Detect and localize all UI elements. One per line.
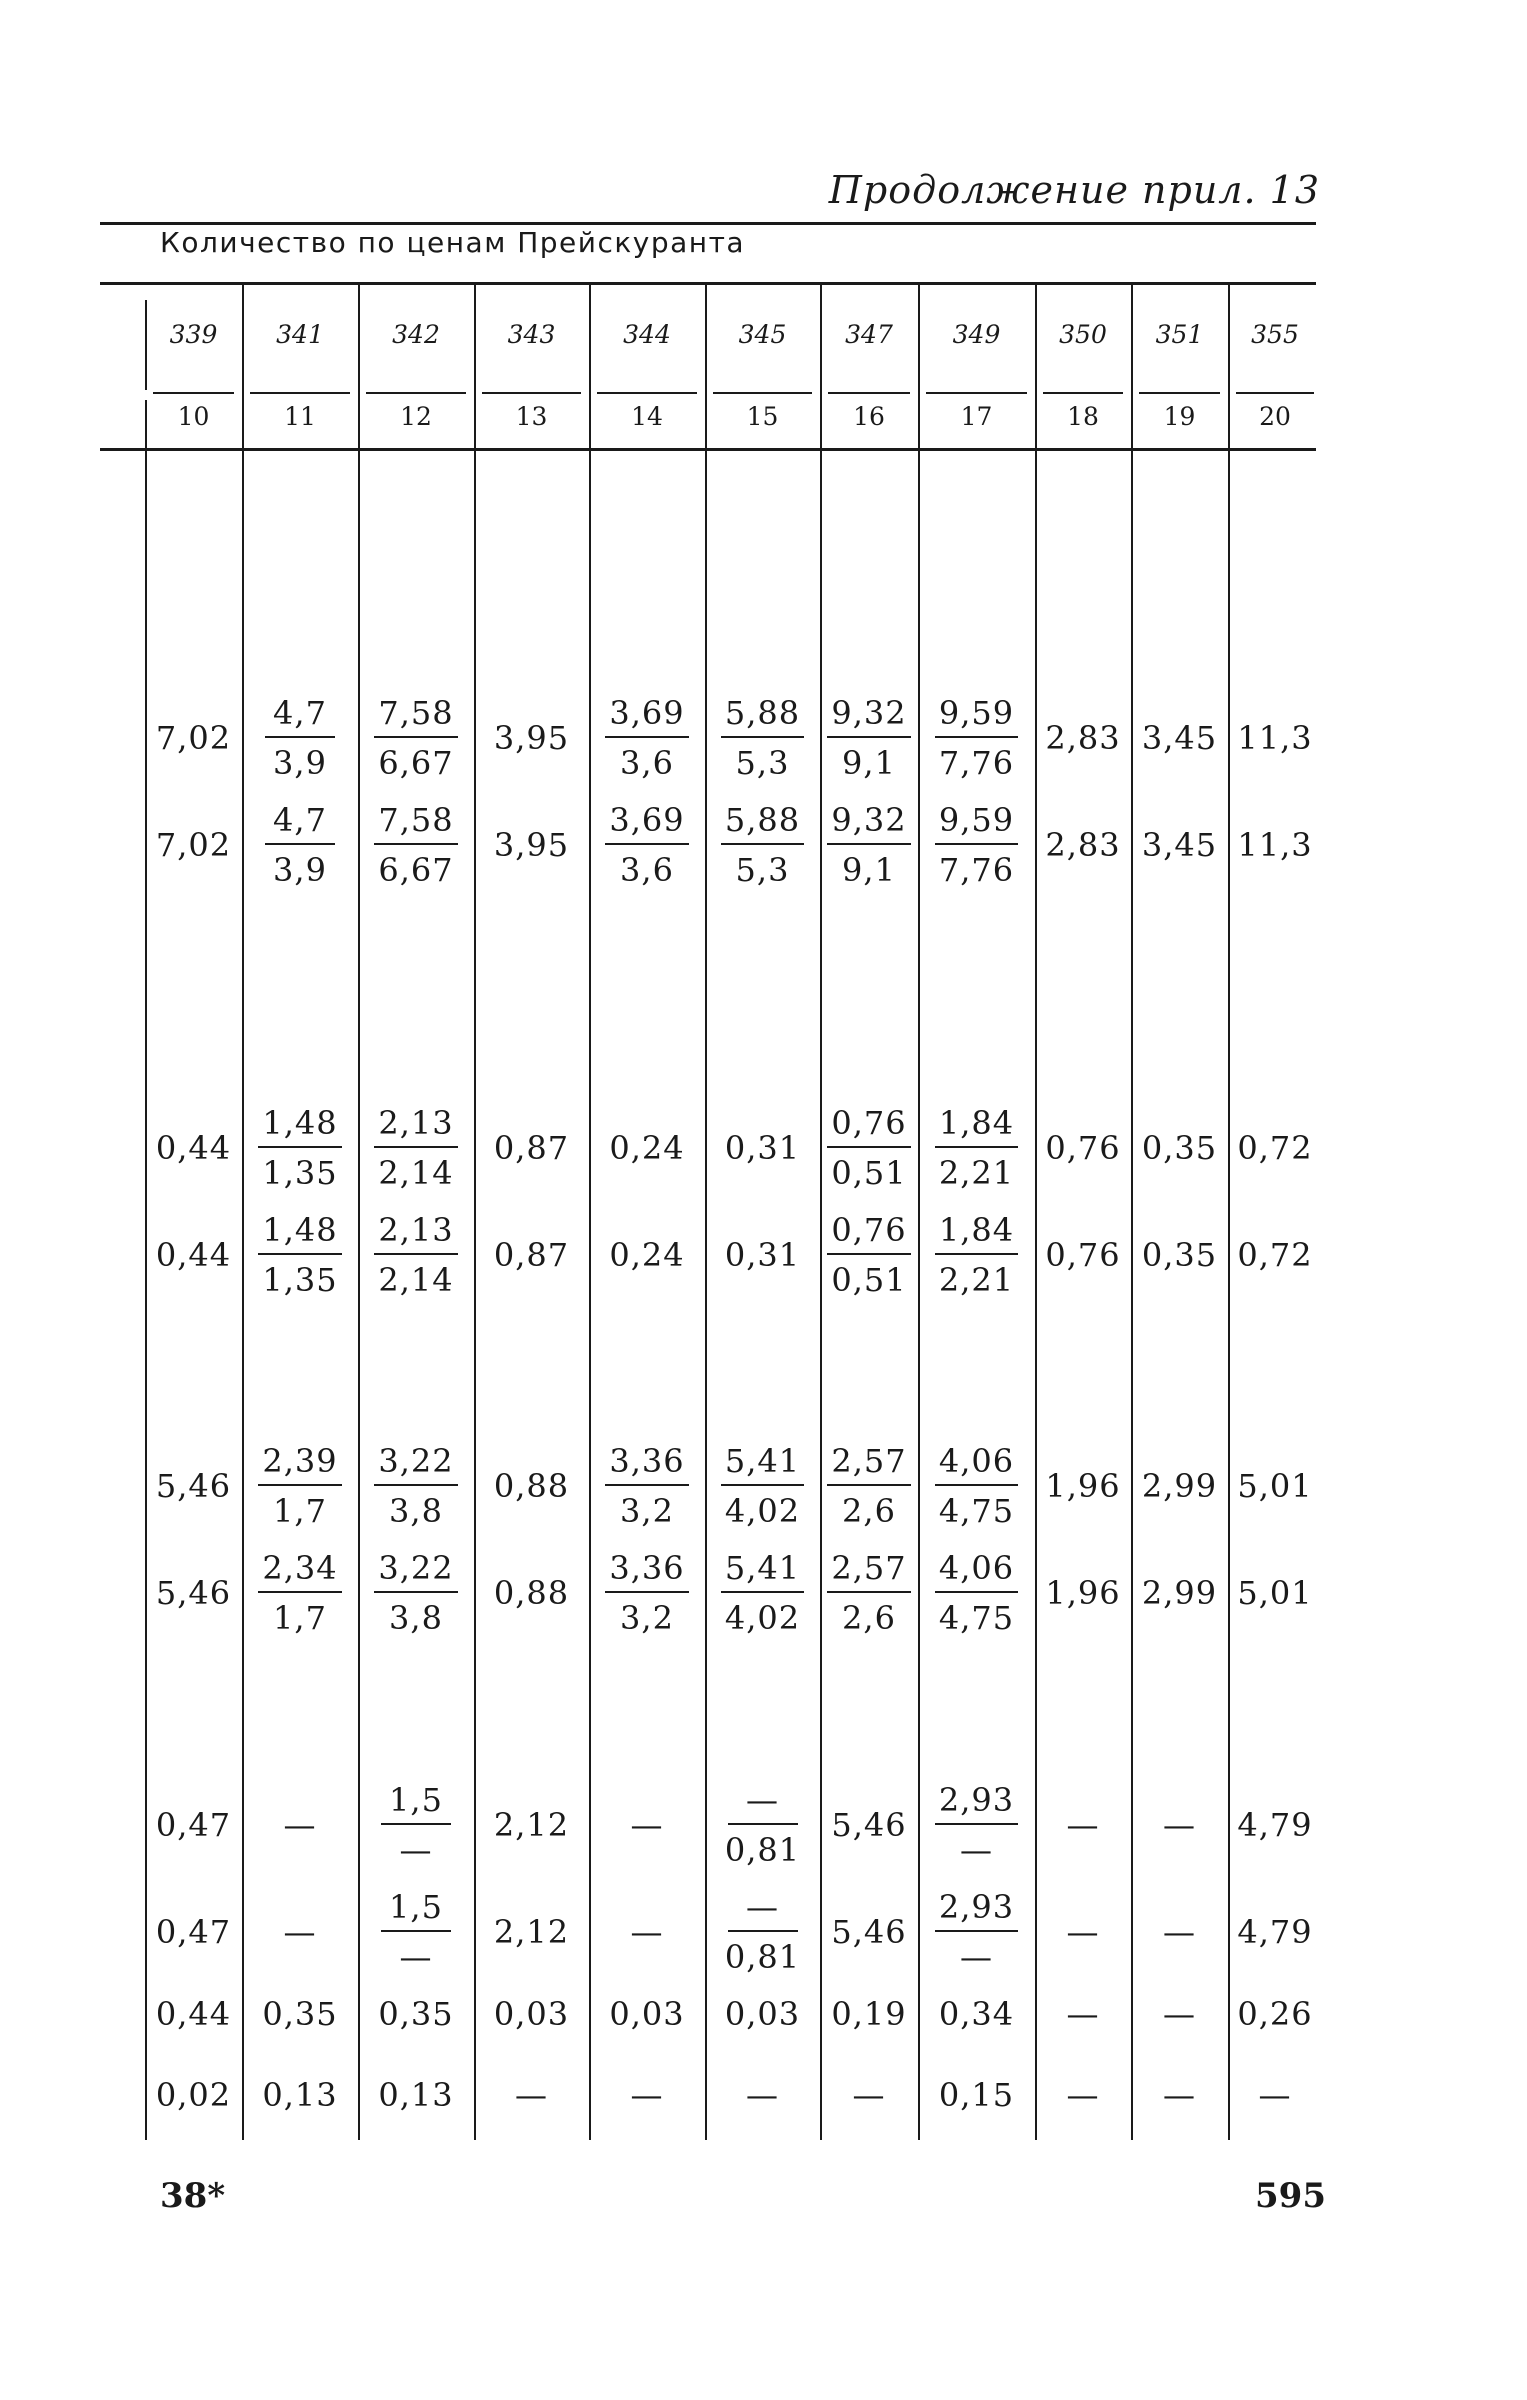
table-cell: 0,19 [831,1995,907,2033]
table-cell: 0,03 [493,1995,570,2033]
fraction-value [935,1104,1018,1192]
fraction-value [381,1781,451,1869]
table-cell [242,785,358,905]
table-cell: — [746,2076,779,2114]
page-title: Продолжение прил. 13 [828,168,1320,212]
numerator: 2,39 [258,1442,341,1486]
fraction-value [935,1211,1018,1299]
table-cell [242,1088,358,1208]
table-cell: — [1163,1806,1196,1844]
table-cell: 5,01 [1237,1467,1313,1505]
denominator: 2,21 [938,1154,1015,1192]
table-cell [589,1533,705,1653]
table-cell: — [852,2076,886,2114]
table-cell: 4,79 [1237,1806,1313,1844]
table-cell: — [630,2076,664,2114]
table-cell [589,678,705,798]
denominator: 3,9 [273,851,327,889]
table-cell [820,678,918,798]
table-cell [918,678,1035,798]
fraction-value [721,1781,804,1869]
table-cell [705,1426,820,1546]
table-cell: — [1066,1995,1100,2033]
table-cell: 2,12 [493,1806,570,1844]
table-cell [242,678,358,798]
denominator: 3,8 [389,1492,443,1530]
table-cell: 0,35 [1141,1236,1218,1274]
numerator: 4,06 [935,1442,1018,1486]
table-cell: — [515,2076,548,2114]
numerator: — [728,1781,798,1825]
table-cell: — [283,1806,317,1844]
table-cell: — [1163,1913,1196,1951]
denominator: 9,1 [842,851,896,889]
numerator: 3,36 [605,1442,688,1486]
page-number: 595 [1255,2176,1326,2216]
table-cell: 7,02 [155,826,232,864]
denominator: 0,81 [724,1938,801,1976]
table-cell: 0,35 [378,1995,454,2033]
column-code: 344 [623,320,671,349]
table-cell: 0,02 [155,2076,232,2114]
header-caption: Количество по ценам Прейскуранта [160,226,746,259]
header-code-rule [250,392,350,394]
table-cell: 0,44 [155,1995,232,2033]
denominator: 0,51 [831,1154,907,1192]
numerator: 1,5 [381,1781,451,1825]
denominator: 2,6 [842,1599,896,1637]
fraction-value [374,694,457,782]
fraction-value [827,1104,910,1192]
numerator: 9,59 [935,694,1018,738]
table-cell: — [1163,1995,1196,2033]
numerator: 1,84 [935,1211,1018,1255]
numerator: 2,93 [935,1888,1018,1932]
denominator: 0,51 [831,1261,907,1299]
column-code: 347 [845,320,893,349]
top-rule [100,222,1316,225]
fraction-value [605,694,688,782]
table-cell [918,1426,1035,1546]
column-number: 12 [400,402,432,431]
column-code: 350 [1059,320,1107,349]
column-code: 345 [738,320,787,349]
numerator: 5,88 [721,694,804,738]
numerator: 4,7 [265,694,335,738]
column-number: 16 [853,402,885,431]
table-cell: — [1258,2076,1292,2114]
table-cell: 11,3 [1237,719,1313,757]
numerator: 2,34 [258,1549,341,1593]
column-number: 13 [515,402,548,431]
numerator: 2,57 [827,1442,910,1486]
numerator: 2,13 [374,1211,457,1255]
table-cell [242,1195,358,1315]
denominator: 5,3 [735,851,790,889]
denominator: 3,6 [620,744,674,782]
column-code: 339 [169,320,218,349]
table-cell [358,678,474,798]
denominator: 2,14 [378,1154,454,1192]
table-cell: 0,88 [493,1467,570,1505]
denominator: 6,67 [378,744,454,782]
table-cell: 2,99 [1141,1467,1218,1505]
table-cell: 4,79 [1237,1913,1313,1951]
table-cell: 0,87 [493,1236,570,1274]
denominator: 7,76 [938,744,1015,782]
denominator: 4,02 [724,1492,801,1530]
table-cell: 0,03 [724,1995,801,2033]
table-cell: 0,47 [155,1913,232,1951]
table-cell [358,1195,474,1315]
footer-left: 38* [160,2176,226,2216]
fraction-value [721,1442,804,1530]
table-cell: — [283,1913,317,1951]
table-cell [358,785,474,905]
column-number: 19 [1163,402,1196,431]
column-code: 349 [952,320,1001,349]
header-code-rule [482,392,581,394]
table-cell: — [1066,1913,1100,1951]
numerator: 4,7 [265,801,335,845]
table-cell [918,785,1035,905]
table-cell: 1,96 [1045,1467,1121,1505]
table-cell: 0,15 [938,2076,1015,2114]
table-cell [358,1765,474,1885]
fraction-value [374,1549,457,1637]
fraction-value [605,1442,688,1530]
denominator: 0,81 [724,1831,801,1869]
table-cell: 0,24 [609,1129,685,1167]
table-cell: 0,88 [493,1574,570,1612]
numerator: 3,69 [605,694,688,738]
table-cell [820,1533,918,1653]
table-cell [358,1426,474,1546]
table-cell: 2,83 [1045,826,1121,864]
table-cell: 7,02 [155,719,232,757]
table-cell: 2,83 [1045,719,1121,757]
table-cell [820,1088,918,1208]
table-cell: — [1163,2076,1196,2114]
table-cell: 3,45 [1141,719,1218,757]
table-cell: 0,44 [155,1236,232,1274]
numerator: 0,76 [827,1211,910,1255]
table-cell [589,785,705,905]
column-number: 11 [284,402,316,431]
numerator: 1,48 [258,1211,341,1255]
numerator: 9,59 [935,801,1018,845]
fraction-value [827,1549,910,1637]
table-cell: — [1066,2076,1100,2114]
fraction-value [721,1549,804,1637]
table-cell [918,1533,1035,1653]
table-cell: — [1066,1806,1100,1844]
fraction-value [827,1442,910,1530]
table-cell [918,1765,1035,1885]
table-cell: 5,46 [155,1574,232,1612]
fraction-value [258,1549,341,1637]
table-cell: 0,47 [155,1806,232,1844]
numerator: 0,76 [827,1104,910,1148]
table-cell: 5,01 [1237,1574,1313,1612]
header-code-rule [926,392,1027,394]
table-cell: 2,99 [1141,1574,1218,1612]
fraction-value [265,801,335,889]
table-cell: 3,95 [493,826,570,864]
numerator: 2,13 [374,1104,457,1148]
fraction-value [935,694,1018,782]
table-cell: 0,72 [1237,1236,1313,1274]
numerator: 2,57 [827,1549,910,1593]
denominator: — [960,1831,993,1869]
column-number: 18 [1067,402,1099,431]
table-cell: 0,26 [1237,1995,1313,2033]
fraction-value [258,1442,341,1530]
table-cell: 5,46 [155,1467,232,1505]
table-cell [705,785,820,905]
column-code: 342 [392,320,440,349]
column-number: 17 [960,402,993,431]
numerator: 3,22 [374,1549,457,1593]
table-cell [820,785,918,905]
numerator: 1,84 [935,1104,1018,1148]
table-cell [242,1533,358,1653]
numerator: 7,58 [374,694,457,738]
numerator: 2,93 [935,1781,1018,1825]
fraction-value [935,1781,1018,1869]
denominator: 3,8 [389,1599,443,1637]
table-cell: 3,45 [1141,826,1218,864]
table-cell: — [630,1913,664,1951]
header-code-rule [1043,392,1123,394]
numerator: 9,32 [827,801,910,845]
fraction-value [827,1211,910,1299]
denominator: 3,2 [620,1599,674,1637]
table-cell: 0,35 [262,1995,338,2033]
table-cell: 0,24 [609,1236,685,1274]
denominator: 5,3 [735,744,790,782]
denominator: 2,6 [842,1492,896,1530]
numerator: 5,41 [721,1549,804,1593]
denominator: — [399,1831,433,1869]
denominator: 1,35 [262,1154,338,1192]
table-cell: 0,03 [609,1995,685,2033]
table-cell [589,1426,705,1546]
numerator: 5,41 [721,1442,804,1486]
header-code-rule [713,392,812,394]
header-code-rule [1236,392,1314,394]
table-cell [820,1195,918,1315]
table-cell: 0,76 [1045,1129,1121,1167]
denominator: 7,76 [938,851,1015,889]
table-cell: 0,44 [155,1129,232,1167]
denominator: 6,67 [378,851,454,889]
table-cell: 5,46 [831,1806,907,1844]
header-code-rule [597,392,697,394]
denominator: 3,2 [620,1492,674,1530]
table-cell: 0,76 [1045,1236,1121,1274]
table-cell [705,1533,820,1653]
table-cell [918,1195,1035,1315]
table-cell: — [630,1806,664,1844]
column-code: 341 [276,320,324,349]
column-code: 351 [1155,320,1204,349]
numerator: 1,5 [381,1888,451,1932]
denominator: 2,14 [378,1261,454,1299]
table-cell [358,1533,474,1653]
fraction-value [258,1104,341,1192]
table-cell: 0,31 [724,1236,801,1274]
table-cell [820,1426,918,1546]
numerator: 3,69 [605,801,688,845]
fraction-value [605,1549,688,1637]
column-number: 20 [1259,402,1291,431]
denominator: 1,7 [273,1599,327,1637]
header-code-rule [153,392,234,394]
numerator: 1,48 [258,1104,341,1148]
fraction-value [374,1211,457,1299]
fraction-value [374,801,457,889]
table-header-rule [100,448,1316,451]
table-cell [358,1088,474,1208]
table-cell: 0,34 [938,1995,1015,2033]
table-cell: 0,72 [1237,1129,1313,1167]
numerator: 9,32 [827,694,910,738]
denominator: 9,1 [842,744,896,782]
table-cell: 0,13 [262,2076,338,2114]
table-cell: 5,46 [831,1913,907,1951]
table-cell [918,1088,1035,1208]
fraction-value [374,1442,457,1530]
table-cell [705,1765,820,1885]
denominator: — [960,1938,993,1976]
denominator: 4,75 [938,1599,1015,1637]
table-cell [705,678,820,798]
header-rule [100,282,1316,285]
denominator: 2,21 [938,1261,1015,1299]
fraction-value [827,694,910,782]
fraction-value [721,801,804,889]
numerator: — [728,1888,798,1932]
column-number: 15 [746,402,779,431]
numerator: 3,36 [605,1549,688,1593]
table-cell: 2,12 [493,1913,570,1951]
fraction-value [935,1442,1018,1530]
column-code: 355 [1251,320,1299,349]
denominator: 3,6 [620,851,674,889]
denominator: 4,75 [938,1492,1015,1530]
denominator: 1,7 [273,1492,327,1530]
numerator: 4,06 [935,1549,1018,1593]
table-cell: 0,35 [1141,1129,1218,1167]
numerator: 3,22 [374,1442,457,1486]
denominator: 4,02 [724,1599,801,1637]
fraction-value [605,801,688,889]
denominator: 1,35 [262,1261,338,1299]
numerator: 5,88 [721,801,804,845]
fraction-value [721,694,804,782]
table-cell: 3,95 [493,719,570,757]
table-cell: 0,13 [378,2076,454,2114]
header-code-rule [828,392,910,394]
denominator: 3,9 [273,744,327,782]
fraction-value [935,801,1018,889]
table-cell [242,1426,358,1546]
column-code: 343 [507,320,556,349]
fraction-value [265,694,335,782]
fraction-value [258,1211,341,1299]
table-cell: 1,96 [1045,1574,1121,1612]
column-number: 14 [631,402,663,431]
table-cell: 11,3 [1237,826,1313,864]
header-code-rule [1139,392,1220,394]
fraction-value [374,1104,457,1192]
header-code-rule [366,392,466,394]
table-cell: 0,31 [724,1129,801,1167]
fraction-value [827,801,910,889]
fraction-value [935,1549,1018,1637]
column-number: 10 [177,402,210,431]
table-cell: 0,87 [493,1129,570,1167]
numerator: 7,58 [374,801,457,845]
denominator: — [399,1938,433,1976]
